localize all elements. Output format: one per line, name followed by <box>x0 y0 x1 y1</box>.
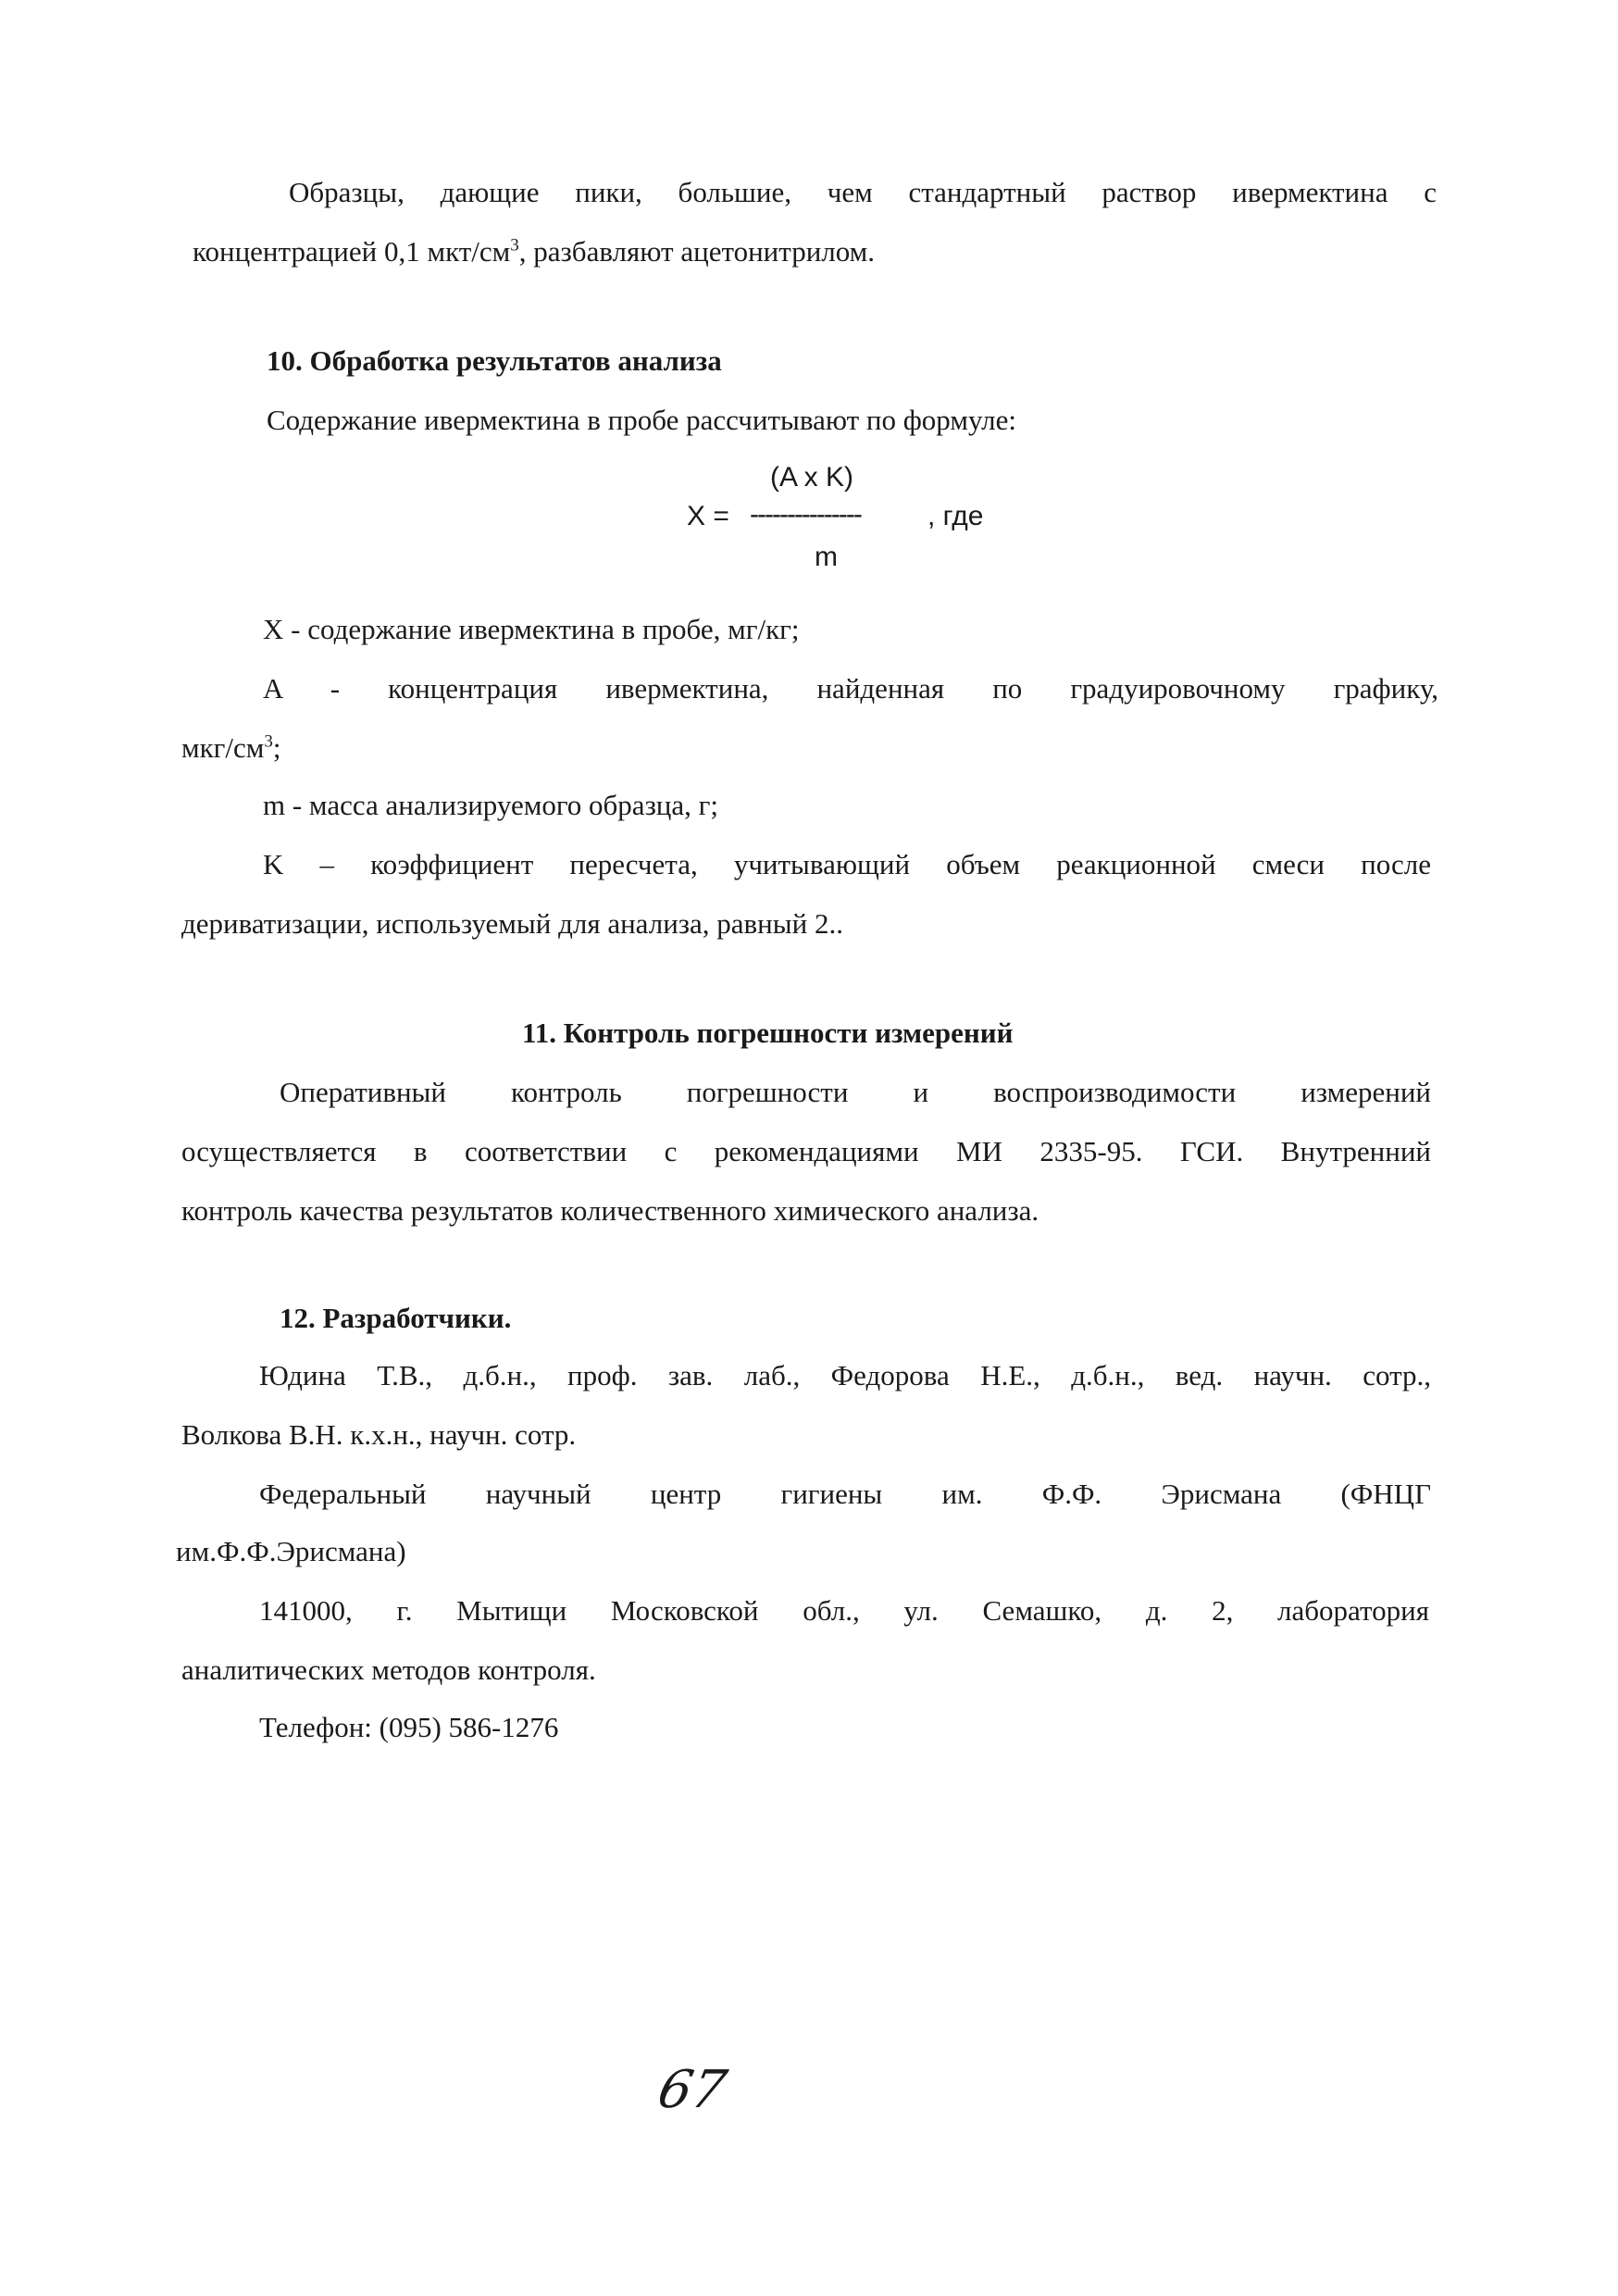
definition-line: A - концентрация ивермектина, найденная по градуировочному графику, <box>263 672 1438 705</box>
formula-lhs: X = <box>687 501 729 531</box>
superscript: 3 <box>510 235 519 256</box>
paragraph-line: контроль качества результатов количественного химического анализа. <box>181 1194 1039 1227</box>
text-fragment: мкг/см <box>181 731 265 764</box>
text-fragment: концентрацией 0,1 мкт/см <box>193 235 511 268</box>
formula-fraction-bar: --------------- <box>750 499 861 530</box>
paragraph-line: им.Ф.Ф.Эрисмана) <box>176 1535 406 1567</box>
paragraph-line: Содержание ивермектина в пробе рассчитывают по формуле: <box>267 404 1016 436</box>
superscript: 3 <box>264 731 273 752</box>
formula-numerator: (A x K) <box>770 462 854 493</box>
paragraph-line: Образцы, дающие пики, большие, чем стандартный раствор ивермектина с <box>289 176 1437 208</box>
definition-line: m - масса анализируемого образца, г; <box>263 789 718 821</box>
paragraph-line: Волкова В.Н. к.х.н., научн. сотр. <box>181 1418 577 1451</box>
paragraph-line: осуществляется в соответствии с рекомендациями МИ 2335-95. ГСИ. Внутренний <box>181 1135 1431 1167</box>
paragraph-line: Юдина Т.В., д.б.н., проф. зав. лаб., Федорова Н.Е., д.б.н., вед. научн. сотр., <box>259 1359 1431 1391</box>
paragraph-line <box>193 233 875 270</box>
definition-line: X - содержание ивермектина в пробе, мг/кг; <box>263 613 800 645</box>
definition-line <box>181 730 281 767</box>
formula-suffix: , где <box>927 501 984 531</box>
page-number: 67 <box>653 2060 732 2120</box>
paragraph-line: Федеральный научный центр гигиены им. Ф.Ф. Эрисмана (ФНЦГ <box>259 1478 1431 1510</box>
definition-line: дериватизации, используемый для анализа, равный 2.. <box>181 907 843 940</box>
paragraph-line: 141000, г. Мытищи Московской обл., ул. Семашко, д. 2, лаборатория <box>259 1594 1429 1627</box>
section-heading: 10. Обработка результатов анализа <box>267 344 722 377</box>
section-heading: 11. Контроль погрешности измерений <box>522 1017 1014 1049</box>
section-heading: 12. Разработчики. <box>280 1302 512 1334</box>
phone-line: Телефон: (095) 586-1276 <box>259 1711 559 1743</box>
definition-line: K – коэффициент пересчета, учитывающий объем реакционной смеси после <box>263 848 1431 880</box>
formula-denominator: m <box>815 542 838 572</box>
paragraph-line: аналитических методов контроля. <box>181 1653 596 1686</box>
text-fragment: ; <box>272 731 281 764</box>
text-fragment: , разбавляют ацетонитрилом. <box>518 235 876 268</box>
paragraph-line: Оперативный контроль погрешности и воспроизводимости измерений <box>280 1076 1431 1108</box>
